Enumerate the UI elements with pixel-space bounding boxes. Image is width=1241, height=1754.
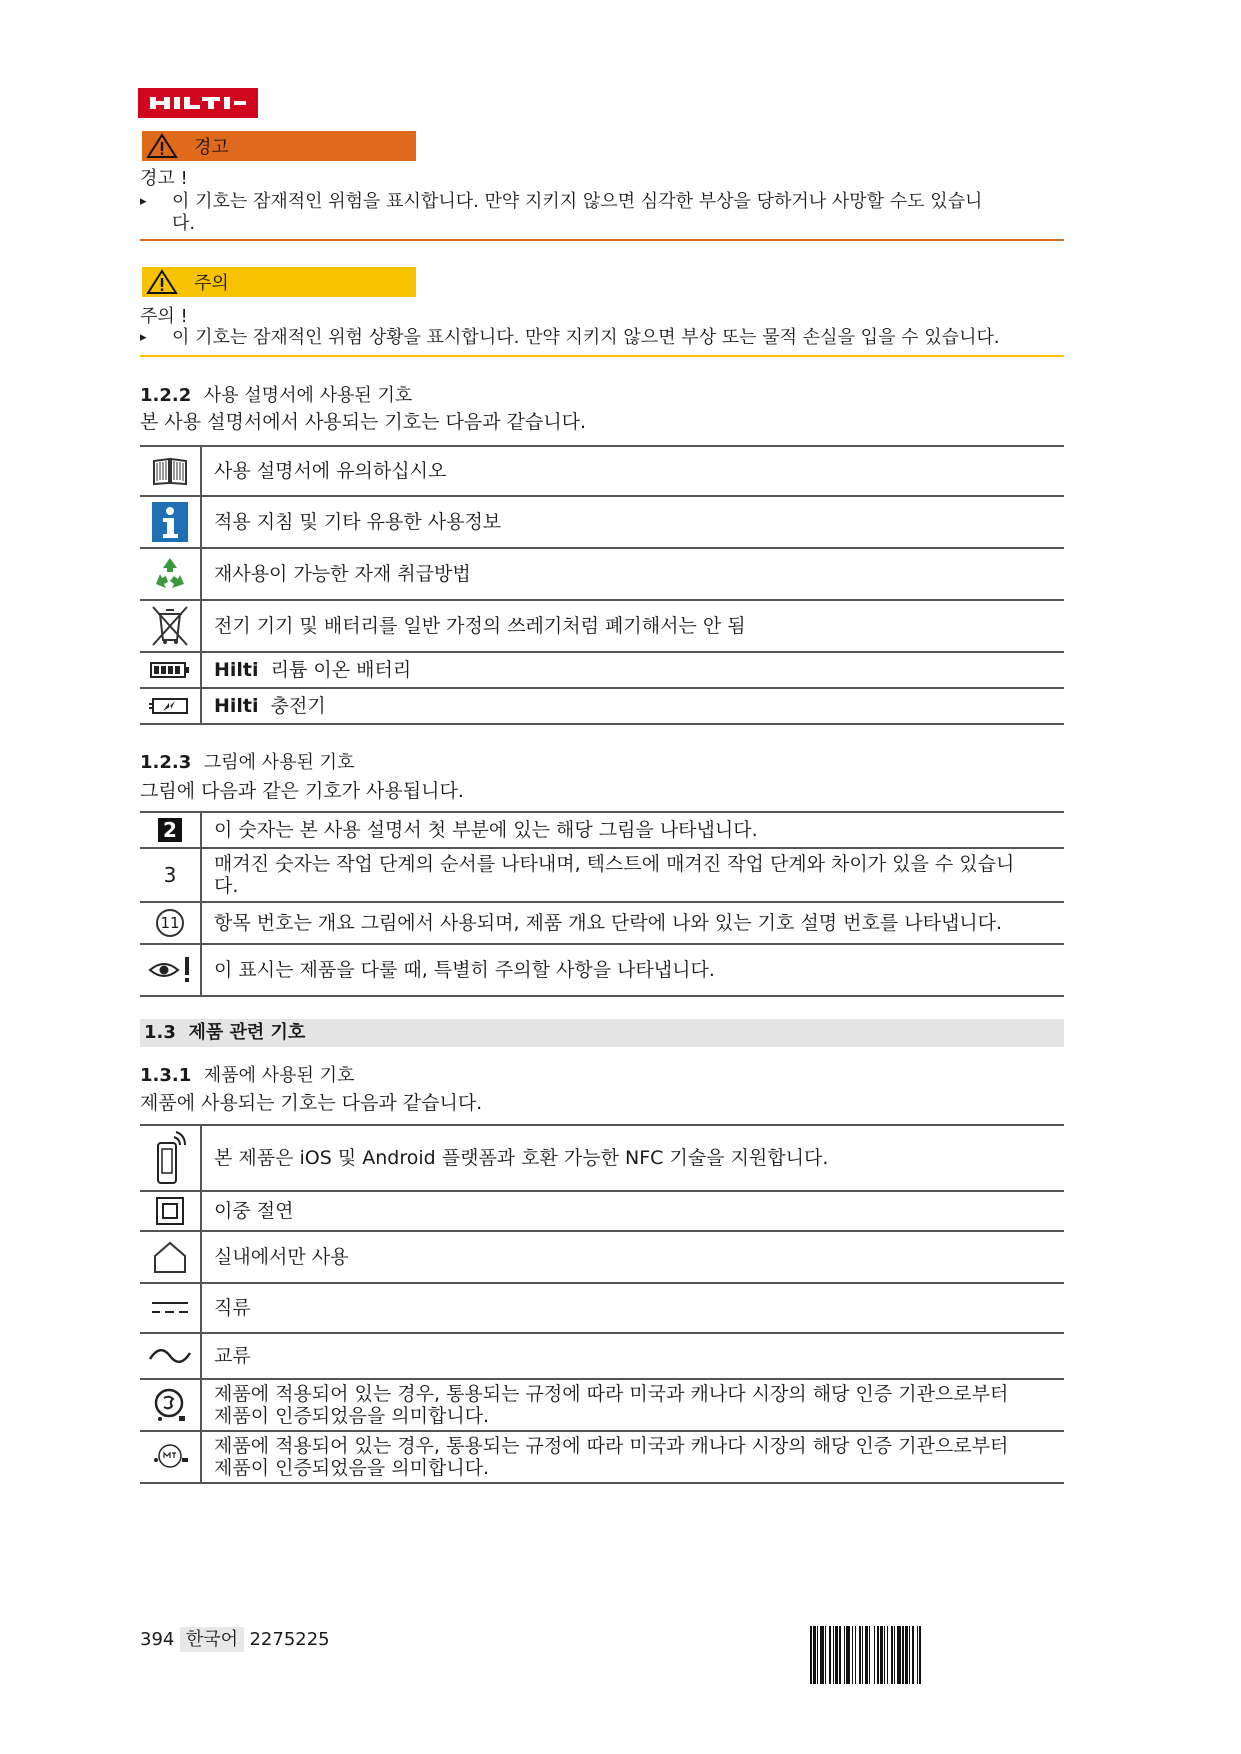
- table-row: [140, 1125, 1064, 1191]
- barcode-bar: [825, 1626, 826, 1684]
- barcode-image: [808, 1626, 1064, 1684]
- table-row: [140, 688, 1064, 724]
- barcode-bar: [905, 1626, 908, 1684]
- symbol-description: 사용 설명서에 유의하십시오: [201, 446, 1064, 496]
- section-intro: 본 사용 설명서에서 사용되는 기호는 다음과 같습니다.: [140, 411, 587, 433]
- brand-name: Hilti: [214, 659, 259, 681]
- barcode-bar: [855, 1626, 856, 1684]
- symbol-description: 충전기: [270, 695, 326, 717]
- footer-language: 한국어: [180, 1627, 244, 1652]
- section-heading-1-3: 1.3 제품 관련 기호: [140, 1019, 1064, 1047]
- barcode-bar: [862, 1626, 863, 1684]
- section-heading-1-2-3: 1.2.3 그림에 사용된 기호: [140, 752, 355, 773]
- barcode-bar: [829, 1626, 831, 1684]
- barcode-bar: [884, 1626, 885, 1684]
- symbol-description: 실내에서만 사용: [201, 1231, 1064, 1283]
- caution-message: [140, 327, 1200, 351]
- csa-mark-icon: [150, 1385, 190, 1425]
- table-row: [140, 446, 1064, 496]
- step-number-icon: 3: [163, 863, 177, 887]
- table-row: [140, 944, 1064, 996]
- symbol-description: 이 표시는 제품을 다룰 때, 특별히 주의할 사항을 나타냅니다.: [201, 944, 1064, 996]
- barcode-bar: [833, 1626, 834, 1684]
- table-row: [140, 652, 1064, 688]
- barcode-bar: [877, 1626, 879, 1684]
- table-row: [140, 600, 1064, 652]
- caution-divider: [140, 355, 1064, 357]
- symbol-description: 이 숫자는 본 사용 설명서 첫 부분에 있는 해당 그림을 나타냅니다.: [201, 812, 1064, 848]
- barcode-bar: [810, 1626, 812, 1684]
- barcode-bar: [891, 1626, 893, 1684]
- caution-band: [142, 267, 416, 297]
- barcode-bar: [813, 1626, 816, 1684]
- table-row: [140, 1283, 1064, 1333]
- direct-current-icon: [150, 1300, 190, 1316]
- table-row: [140, 1191, 1064, 1231]
- nfc-phone-icon: [152, 1129, 188, 1187]
- symbol-description-line1: 제품에 적용되어 있는 경우, 통용되는 규정에 따라 미국과 캐나다 시장의 해당 인증 기관으로부터: [214, 1435, 1009, 1457]
- section-intro: 그림에 다음과 같은 기호가 사용됩니다.: [140, 780, 464, 802]
- brand-name: Hilti: [214, 695, 259, 717]
- table-row: [140, 1379, 1064, 1431]
- barcode-bar: [859, 1626, 861, 1684]
- symbol-description: 본 제품은 iOS 및 Android 플랫폼과 호환 가능한 NFC 기술을 지원합니다.: [201, 1125, 1064, 1191]
- table-row: [140, 1333, 1064, 1379]
- barcode-bar: [897, 1626, 901, 1684]
- manual-book-icon: [152, 455, 188, 487]
- charger-icon: [149, 695, 191, 717]
- barcode-bar: [917, 1626, 918, 1684]
- table-row: [140, 496, 1064, 548]
- symbol-description-line2: 다.: [214, 875, 239, 897]
- barcode-bar: [894, 1626, 895, 1684]
- barcode-bar: [846, 1626, 850, 1684]
- symbol-description-line1: 제품에 적용되어 있는 경우, 통용되는 규정에 따라 미국과 캐나다 시장의 해당 인증 기관으로부터: [214, 1383, 1009, 1405]
- barcode-bar: [874, 1626, 875, 1684]
- barcode-bar: [844, 1626, 845, 1684]
- table-row: [140, 1231, 1064, 1283]
- boxed-number-icon: 2: [158, 818, 182, 842]
- warning-triangle-icon: [146, 133, 178, 159]
- warning-text-line2: 다.: [172, 213, 196, 234]
- recycle-icon: [150, 554, 190, 594]
- barcode-bar: [902, 1626, 904, 1684]
- symbol-description: 교류: [201, 1333, 1064, 1379]
- circled-number-icon: 11: [156, 909, 184, 937]
- symbol-description: 재사용이 가능한 자재 취급방법: [201, 548, 1064, 600]
- section-title: 제품에 사용된 기호: [203, 1065, 355, 1086]
- table-row: [140, 902, 1064, 944]
- barcode-bar: [909, 1626, 910, 1684]
- warning-band-label: 경고: [194, 137, 229, 158]
- barcode-bar: [869, 1626, 870, 1684]
- symbol-description-line2: 제품이 인증되었음을 의미합니다.: [214, 1405, 490, 1427]
- barcode-bar: [887, 1626, 888, 1684]
- warning-text-line1: 이 기호는 잠재적인 위험을 표시합니다. 만약 지키지 않으면 심각한 부상을 당하거나 사망할 수도 있습니: [172, 191, 983, 212]
- symbol-description: 항목 번호는 개요 그림에서 사용되며, 제품 개요 단락에 나와 있는 기호 설명 번호를 나타냅니다.: [201, 902, 1064, 944]
- section-heading-1-2-2: 1.2.2 사용 설명서에 사용된 기호: [140, 385, 413, 406]
- symbol-description: 적용 지침 및 기타 유용한 사용정보: [201, 496, 1064, 548]
- table-row: [140, 848, 1064, 902]
- symbols-table-manual: [140, 445, 1064, 725]
- section-title: 사용 설명서에 사용된 기호: [203, 385, 413, 406]
- section-intro: 제품에 사용되는 기호는 다음과 같습니다.: [140, 1092, 483, 1114]
- barcode-bar: [912, 1626, 914, 1684]
- warning-divider: [140, 239, 1064, 241]
- warning-signal-word: 경고 !: [140, 168, 188, 189]
- warning-message: [140, 191, 1140, 241]
- section-title: 제품 관련 기호: [188, 1022, 306, 1043]
- page-number: 394: [140, 1629, 175, 1650]
- barcode-bar: [852, 1626, 853, 1684]
- symbol-description: 이중 절연: [201, 1191, 1064, 1231]
- caution-signal-word: 주의 !: [140, 306, 188, 327]
- barcode-bar: [865, 1626, 868, 1684]
- page-footer: [140, 1625, 330, 1651]
- battery-icon: [150, 661, 190, 679]
- barcode-bar: [820, 1626, 824, 1684]
- met-mark-icon: [150, 1440, 190, 1474]
- barcode-bar: [835, 1626, 838, 1684]
- indoor-house-icon: [152, 1240, 188, 1274]
- alternating-current-icon: [148, 1345, 192, 1367]
- double-insulation-icon: [156, 1197, 184, 1225]
- barcode-bar: [839, 1626, 841, 1684]
- table-row: [140, 1431, 1064, 1483]
- crossed-bin-icon: [150, 604, 190, 648]
- table-row: [140, 812, 1064, 848]
- document-number: 2275225: [249, 1629, 330, 1650]
- eye-attention-icon: [148, 955, 192, 985]
- symbols-table-product: [140, 1124, 1064, 1484]
- warning-band: [142, 131, 416, 161]
- symbol-description: 리튬 이온 배터리: [270, 659, 412, 681]
- table-row: [140, 548, 1064, 600]
- hilti-logo-mark: [138, 88, 258, 118]
- caution-text-line1: 이 기호는 잠재적인 위험 상황을 표시합니다. 만약 지키지 않으면 부상 또는 물적 손실을 입을 수 있습니다.: [172, 327, 1000, 348]
- caution-band-label: 주의: [194, 273, 229, 294]
- info-icon: [152, 502, 188, 542]
- symbol-description-line2: 제품이 인증되었음을 의미합니다.: [214, 1457, 490, 1479]
- symbol-description: 전기 기기 및 배터리를 일반 가정의 쓰레기처럼 폐기해서는 안 됨: [201, 600, 1064, 652]
- symbols-table-figures: [140, 811, 1064, 997]
- hilti-logo: [138, 88, 258, 118]
- barcode-bar: [817, 1626, 818, 1684]
- bullet-marker: ▸: [140, 194, 147, 209]
- barcode-bar: [880, 1626, 883, 1684]
- section-title: 그림에 사용된 기호: [203, 752, 355, 773]
- symbol-description: 직류: [201, 1283, 1064, 1333]
- barcode-bar: [919, 1626, 921, 1684]
- symbol-description-line1: 매겨진 숫자는 작업 단계의 순서를 나타내며, 텍스트에 매겨진 작업 단계와 차이가 있을 수 있습니: [214, 853, 1015, 875]
- caution-triangle-icon: [146, 269, 178, 295]
- bullet-marker: ▸: [140, 330, 147, 345]
- section-heading-1-3-1: 1.3.1 제품에 사용된 기호: [140, 1065, 355, 1086]
